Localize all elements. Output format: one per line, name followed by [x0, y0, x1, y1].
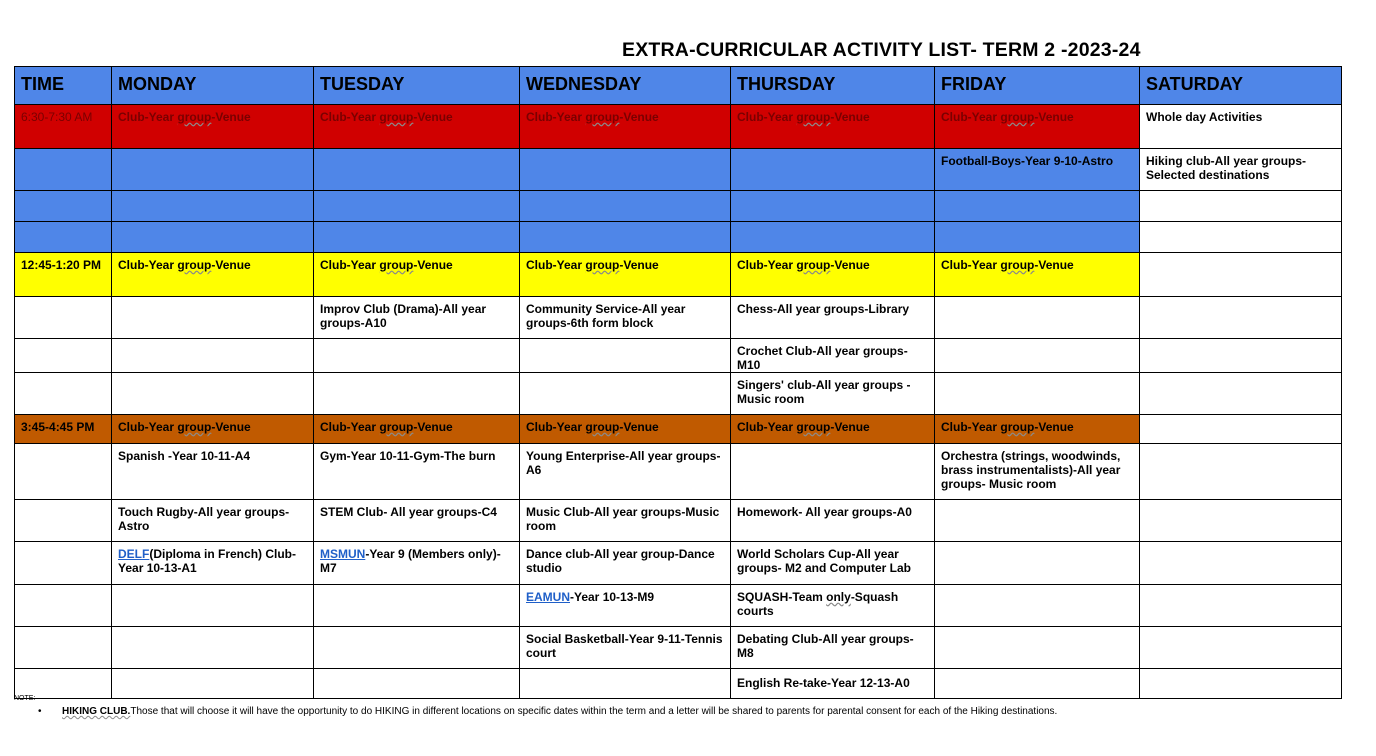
activity-cell: World Scholars Cup-All year groups- M2 and Computer Lab	[731, 542, 935, 585]
afternoon-slot-row	[15, 415, 1342, 444]
club-label-cell: Club-Year group-Venue	[314, 105, 520, 149]
page-title: EXTRA-CURRICULAR ACTIVITY LIST- TERM 2 -2023-24	[622, 39, 1141, 61]
activity-cell: Gym-Year 10-11-Gym-The burn	[314, 444, 520, 500]
activity-cell: Orchestra (strings, woodwinds, brass instrumentalists)-All year groups- Music room	[935, 444, 1140, 500]
saturday-whole-day: Whole day Activities	[1140, 105, 1342, 149]
table-row	[15, 585, 1342, 627]
note-bold: HIKING CLUB.	[62, 706, 131, 717]
activity-cell: Young Enterprise-All year groups-A6	[520, 444, 731, 500]
activity-cell: Community Service-All year groups-6th form block	[520, 297, 731, 339]
club-label-cell: Club-Year group-Venue	[112, 415, 314, 444]
activity-cell: Dance club-All year group-Dance studio	[520, 542, 731, 585]
activity-cell: Singers' club-All year groups - Music room	[731, 373, 935, 415]
club-label-cell: Club-Year group-Venue	[935, 415, 1140, 444]
header-row	[15, 67, 1342, 105]
activity-cell: Music Club-All year groups-Music room	[520, 500, 731, 542]
club-label-cell: Club-Year group-Venue	[520, 105, 731, 149]
table-row	[15, 444, 1342, 500]
table-row	[15, 669, 1342, 699]
club-label-cell: Club-Year group-Venue	[520, 253, 731, 297]
activity-cell: Improv Club (Drama)-All year groups-A10	[314, 297, 520, 339]
activity-cell: STEM Club- All year groups-C4	[314, 500, 520, 542]
table-row	[15, 149, 1342, 191]
header-tuesday: TUESDAY	[314, 67, 520, 105]
table-row	[15, 500, 1342, 542]
note-bullet: •	[38, 706, 42, 717]
msmun-link[interactable]: MSMUN	[320, 547, 366, 561]
morning-slot-row	[15, 105, 1342, 149]
delf-link[interactable]: DELF	[118, 547, 150, 561]
note-text: Those that will choose it will have the opportunity to do HIKING in different locations on specific dates within the term and a letter will be shared to parents for parental consent for each of the Hiking destinations.	[130, 706, 1058, 717]
club-label-cell: Club-Year group-Venue	[314, 253, 520, 297]
activity-cell: Spanish -Year 10-11-A4	[112, 444, 314, 500]
header-wednesday: WEDNESDAY	[520, 67, 731, 105]
club-label-cell: Club-Year group-Venue	[731, 105, 935, 149]
table-row	[15, 297, 1342, 339]
time-lunch: 12:45-1:20 PM	[15, 253, 112, 297]
hiking-note	[62, 706, 1057, 717]
activity-cell: Chess-All year groups-Library	[731, 297, 935, 339]
note-label: NOTE:	[14, 695, 36, 702]
club-label-cell: Club-Year group-Venue	[731, 415, 935, 444]
table-row	[15, 339, 1342, 373]
activity-cell: Football-Boys-Year 9-10-Astro	[935, 149, 1140, 191]
header-saturday: SATURDAY	[1140, 67, 1342, 105]
header-friday: FRIDAY	[935, 67, 1140, 105]
table-row	[15, 542, 1342, 585]
table-row	[15, 191, 1342, 222]
club-label-cell: Club-Year group-Venue	[731, 253, 935, 297]
activity-schedule-table	[14, 66, 1342, 699]
activity-cell: MSMUN-Year 9 (Members only)-M7	[314, 542, 520, 585]
club-label-cell: Club-Year group-Venue	[112, 105, 314, 149]
club-label-cell: Club-Year group-Venue	[314, 415, 520, 444]
lunch-slot-row	[15, 253, 1342, 297]
header-time: TIME	[15, 67, 112, 105]
activity-cell: SQUASH-Team only-Squash courts	[731, 585, 935, 627]
club-label-cell: Club-Year group-Venue	[935, 105, 1140, 149]
club-label-cell: Club-Year group-Venue	[935, 253, 1140, 297]
table-row	[15, 222, 1342, 253]
activity-cell: English Re-take-Year 12-13-A0	[731, 669, 935, 699]
activity-cell: EAMUN-Year 10-13-M9	[520, 585, 731, 627]
eamun-link[interactable]: EAMUN	[526, 590, 570, 604]
club-label-cell: Club-Year group-Venue	[520, 415, 731, 444]
table-row	[15, 373, 1342, 415]
activity-cell: DELF(Diploma in French) Club-Year 10-13-A1	[112, 542, 314, 585]
club-label-cell: Club-Year group-Venue	[112, 253, 314, 297]
header-thursday: THURSDAY	[731, 67, 935, 105]
activity-cell: Hiking club-All year groups-Selected destinations	[1140, 149, 1342, 191]
header-monday: MONDAY	[112, 67, 314, 105]
time-afternoon: 3:45-4:45 PM	[15, 415, 112, 444]
activity-cell: Touch Rugby-All year groups-Astro	[112, 500, 314, 542]
activity-cell: Homework- All year groups-A0	[731, 500, 935, 542]
table-row	[15, 627, 1342, 669]
activity-cell: Crochet Club-All year groups-M10	[731, 339, 935, 373]
activity-cell: Debating Club-All year groups-M8	[731, 627, 935, 669]
time-morning: 6:30-7:30 AM	[15, 105, 112, 149]
activity-cell: Social Basketball-Year 9-11-Tennis court	[520, 627, 731, 669]
